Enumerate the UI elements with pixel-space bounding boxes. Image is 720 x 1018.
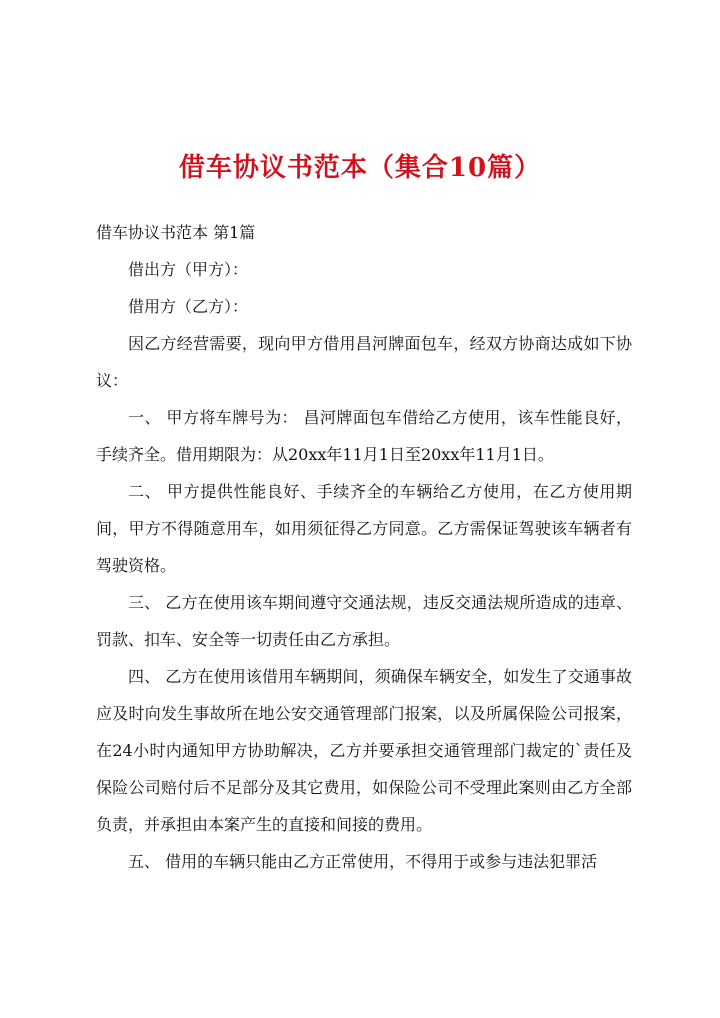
clause-1: 一、 甲方将车牌号为： 昌河牌面包车借给乙方使用，该车性能良好，手续齐全。借用期限为：从20xx年11月1日至20xx年11月1日。 bbox=[96, 408, 632, 464]
clause-5: 五、 借用的车辆只能由乙方正常使用，不得用于或参与违法犯罪活 bbox=[128, 852, 598, 871]
clause-4: 四、 乙方在使用该借用车辆期间，须确保车辆安全，如发生了交通事故应及时向发生事故所在地公安交通管理部门报案，以及所属保险公司报案，在24小时内通知甲方协助解决，乙方并要承担交通管理部门裁定的`责任及保险公司赔付后不足部分及其它费用，如保险公司不受理此案则由乙方全部负责，并承担由本案产生的直接和间接的费用。 bbox=[96, 667, 632, 834]
clause-3: 三、 乙方在使用该车期间遵守交通法规，违反交通法规所造成的违章、罚款、扣车、安全等一切责任由乙方承担。 bbox=[96, 593, 632, 649]
paragraph-lender: 借出方（甲方）： bbox=[128, 260, 249, 279]
paragraph-borrower: 借用方（乙方）： bbox=[128, 297, 249, 316]
document-body bbox=[96, 214, 632, 880]
document-title: 借车协议书范本（集合10篇） bbox=[178, 153, 542, 183]
clause-2: 二、 甲方提供性能良好、手续齐全的车辆给乙方使用，在乙方使用期间，甲方不得随意用车，如用须征得乙方同意。乙方需保证驾驶该车辆者有驾驶资格。 bbox=[96, 482, 632, 575]
paragraph-intro: 因乙方经营需要，现向甲方借用昌河牌面包车，经双方协商达成如下协议： bbox=[96, 334, 632, 390]
section-heading: 借车协议书范本 第1篇 bbox=[96, 223, 256, 242]
